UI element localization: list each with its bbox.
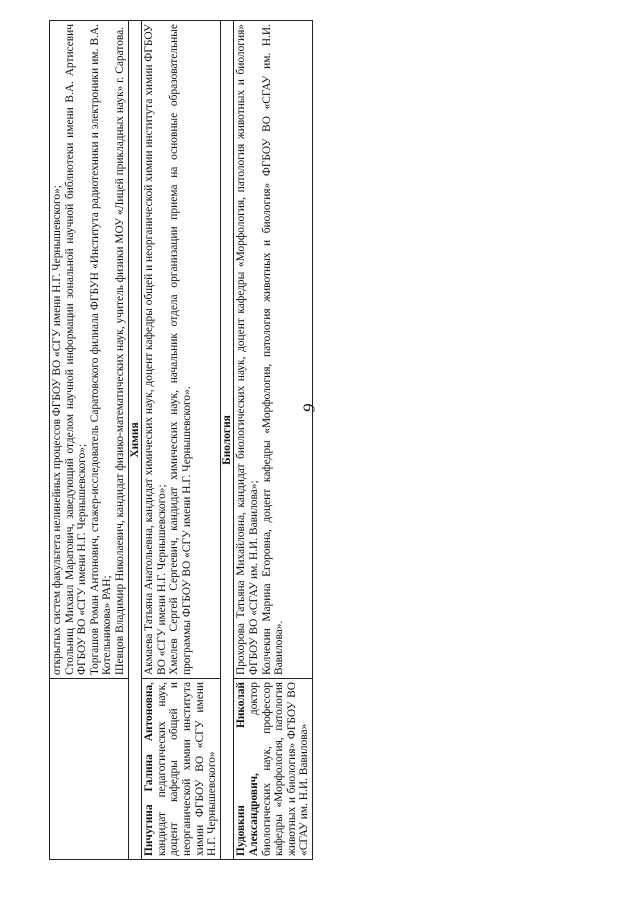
chair-cell <box>234 679 313 860</box>
rotated-table-page <box>49 20 449 860</box>
member-line: Торгашов Роман Антонович, стажер-исследователь Саратовского филиала ФГБУН «Института радиотехники и электроники им. В.А. Котельникова» РАН; <box>88 24 114 675</box>
member-line: Шевцов Владимир Николаевич, кандидат физико-математических наук, учитель физики МОУ «Лицей прикладных наук» г. Саратова. <box>113 26 126 675</box>
member-line: Колчекин Марина Егоровна, доцент кафедры «Морфология, патология животных и биология» ФГБОУ ВО «СГАУ им. Н.И. Вавилова». <box>260 24 286 675</box>
member-line: Прохорова Татьяна Михайловна, кандидат биологических наук, доцент кафедры «Морфология, патология животных и биология» ФГБОУ ВО «СГАУ им. Н.И. Вавилова»; <box>235 24 260 675</box>
committee-table <box>49 20 313 860</box>
table-row-biology <box>234 21 313 860</box>
member-line: открытых систем факультета нелинейных процессов ФГБОУ ВО «СГУ имени Н.Г. Чернышевского»; <box>51 185 63 675</box>
chair-name: Пичугина Галина Антоновна <box>143 684 156 856</box>
chair-details: , кандидат педагогических наук, доцент кафедры общей и неорганической химии института химии ФГБОУ ВО «СГУ имени Н.Г. Чернышевского» <box>143 682 219 856</box>
chair-cell <box>142 679 221 860</box>
section-title: Биология <box>220 21 234 860</box>
member-line: Хмелев Сергей Сергеевич, кандидат химических наук, начальник отдела организации приема на основные образовательные программы ФГБОУ ВО «СГУ имени Н.Г. Чернышевского». <box>168 24 193 675</box>
page-number: 9 <box>299 403 319 413</box>
member-line: Стольниц Михаил Маратович, заведующий отделом научной информации зональной научной библиотеки имени В.А. Артисевич ФГБОУ ВО «СГУ имени Н.Г. Чернышевского»; <box>63 24 89 675</box>
empty-left-cell <box>50 679 129 860</box>
section-header-biology <box>220 21 234 860</box>
chair-details: доктор биологических наук, профессор кафедры «Морфология, патология животных и биология» ФГБОУ ВО «СГАУ им. Н.И. Вавилова» <box>247 682 311 856</box>
members-cell-top <box>50 21 129 679</box>
section-title: Химия <box>128 21 142 860</box>
chair-name: Пудовкин Николай Александрович, <box>235 682 260 856</box>
section-header-chemistry <box>128 21 142 860</box>
members-cell <box>234 21 313 679</box>
members-cell <box>142 21 221 679</box>
table-row-chemistry <box>142 21 221 860</box>
member-line: Акмаева Татьяна Анатольевна, кандидат химических наук, доцент кафедры общей и неорганической химии института химии ФГБОУ ВО «СГУ имени Н.Г. Чернышевского»; <box>143 24 168 675</box>
table-row-top <box>50 21 129 860</box>
